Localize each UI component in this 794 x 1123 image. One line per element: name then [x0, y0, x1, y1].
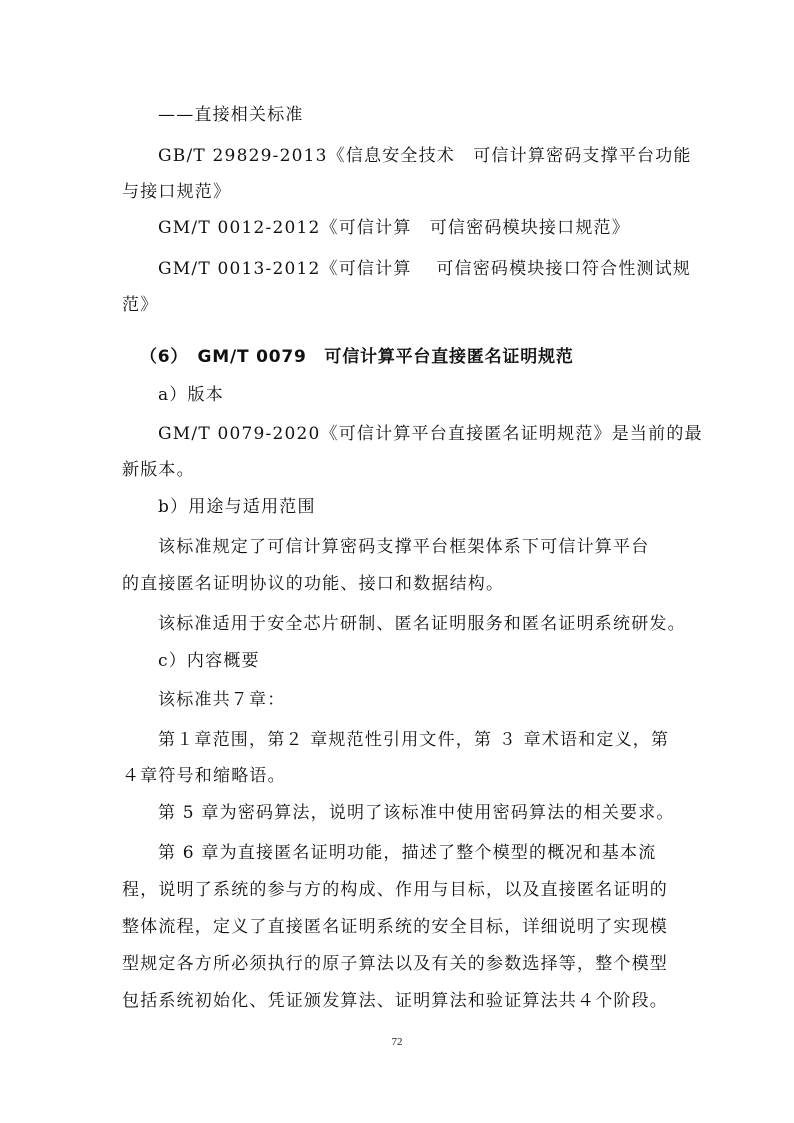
subheading-version: a）版本: [158, 385, 224, 405]
text-line: 程，说明了系统的参与方的构成、作用与目标，以及直接匿名证明的: [122, 880, 668, 900]
text-line: 第 5 章为密码算法，说明了该标准中使用密码算法的相关要求。: [158, 803, 675, 823]
subheading-scope: b）用途与适用范围: [158, 497, 316, 517]
text-line: GM/T 0079-2020《可信计算平台直接匿名证明规范》是当前的最: [158, 424, 703, 444]
text-line: GM/T 0013-2012《可信计算 可信密码模块接口符合性测试规: [158, 259, 692, 279]
text-line: 该标准共７章：: [158, 690, 286, 710]
text-line: 第１章范围，第２ 章规范性引用文件，第 ３ 章术语和定义，第: [158, 730, 670, 750]
text-line: 该标准适用于安全芯片研制、匿名证明服务和匿名证明系统研发。: [158, 614, 686, 634]
text-line: 型规定各方所必须执行的原子算法以及有关的参数选择等，整个模型: [122, 954, 668, 974]
text-line: 第 6 章为直接匿名证明功能，描述了整个模型的概况和基本流: [158, 843, 657, 863]
text-line: 包括系统初始化、凭证颁发算法、证明算法和验证算法共４个阶段。: [122, 991, 668, 1011]
section-heading: （6） GM/T 0079 可信计算平台直接匿名证明规范: [140, 347, 574, 367]
text-line: 新版本。: [122, 460, 195, 480]
text-line: 范》: [122, 295, 159, 315]
text-line: 与接口规范》: [122, 182, 232, 202]
text-line: GM/T 0012-2012《可信计算 可信密码模块接口规范》: [158, 218, 630, 238]
text-line: ４章符号和缩略语。: [122, 766, 286, 786]
text-line: ——直接相关标准: [158, 105, 304, 125]
text-line: 整体流程，定义了直接匿名证明系统的安全目标，详细说明了实现模: [122, 917, 668, 937]
text-line: GB/T 29829-2013《信息安全技术 可信计算密码支撑平台功能: [158, 146, 692, 166]
text-line: 的直接匿名证明协议的功能、接口和数据结构。: [122, 574, 505, 594]
page-number: 72: [391, 1036, 403, 1048]
text-line: 该标准规定了可信计算密码支撑平台框架体系下可信计算平台: [158, 537, 650, 557]
subheading-summary: c）内容概要: [158, 651, 260, 671]
